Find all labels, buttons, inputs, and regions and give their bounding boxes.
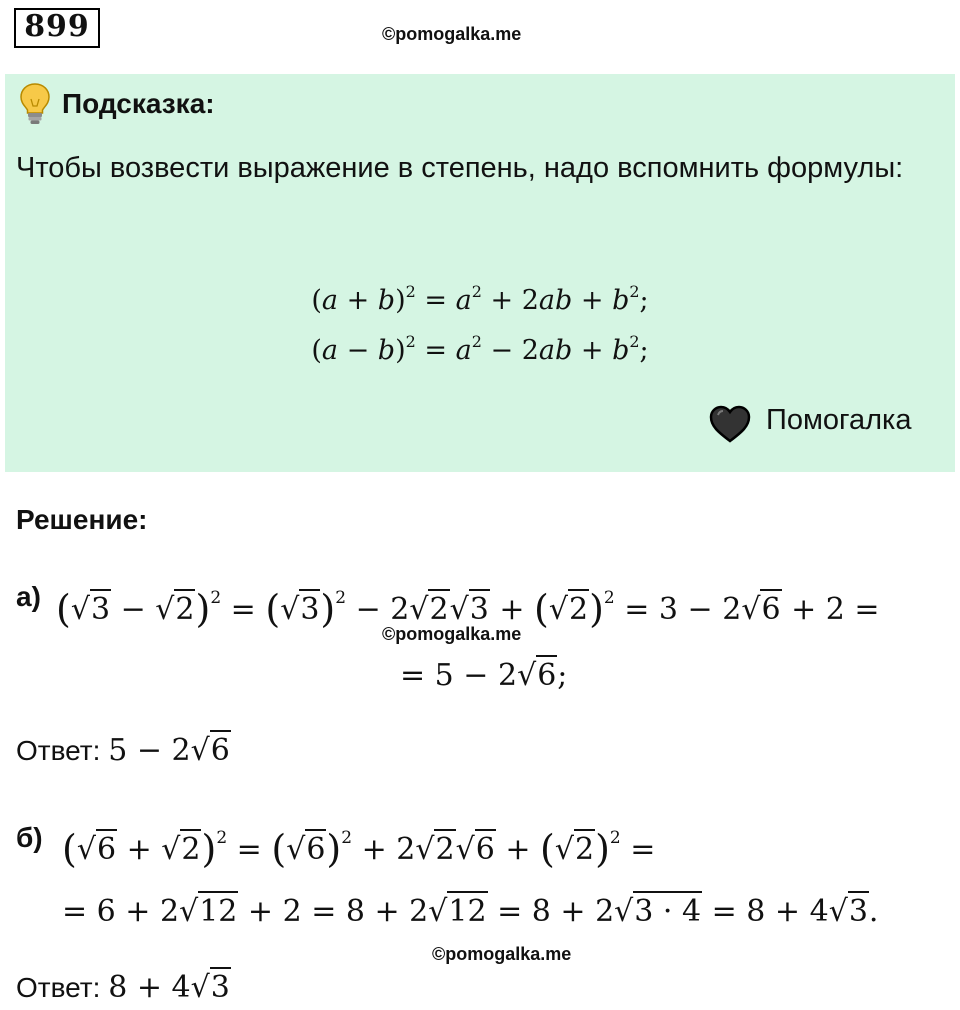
formula-sum-square: $(a + b)^2 = a^2 + 2ab + b^2$;: [311, 282, 649, 316]
part-a-label: а): [16, 581, 41, 612]
watermark-middle: ©pomogalka.me: [382, 624, 522, 644]
brand-label: Помогалка: [766, 404, 912, 436]
lightbulb-icon: [18, 82, 52, 126]
problem-number: 899: [14, 8, 100, 48]
watermark-bottom: ©pomogalka.me: [432, 944, 572, 964]
part-b-line-1: $(√6 + √2)^2 = (√6)^2 + 2√2√6 + (√2)^2$ =: [62, 827, 656, 871]
part-a-line-1: $(√3 - √2)^2 = (√3)^2 - 2√2√3 + (√2)^2 = 3 - 2√6 + 2$ =: [56, 587, 880, 631]
part-b-line-2: = 6 + 2√12 + 2 = 8 + 2√12 = 8 + 2√3 · 4 = 8 + 4√3.: [62, 892, 878, 932]
part-b-answer: [16, 970, 231, 1005]
answer-label: Ответ:: [16, 735, 101, 766]
part-a-line-2: = 5 − 2√6;: [400, 656, 567, 696]
answer-label: Ответ:: [16, 972, 101, 1003]
part-b-label: б): [16, 822, 43, 853]
hint-title: Подсказка:: [62, 88, 215, 119]
part-a-answer: [16, 733, 231, 768]
answer-value: 5 − 2√6: [108, 733, 231, 768]
hint-text: Чтобы возвести выражение в степень, надо вспомнить формулы:: [16, 152, 904, 184]
answer-value: 8 + 4√3: [108, 970, 231, 1005]
heart-icon: [708, 404, 752, 444]
solution-title: Решение:: [16, 504, 148, 535]
watermark-top: ©pomogalka.me: [382, 24, 522, 44]
formula-difference-square: $(a - b)^2 = a^2 - 2ab + b^2$;: [311, 332, 649, 366]
